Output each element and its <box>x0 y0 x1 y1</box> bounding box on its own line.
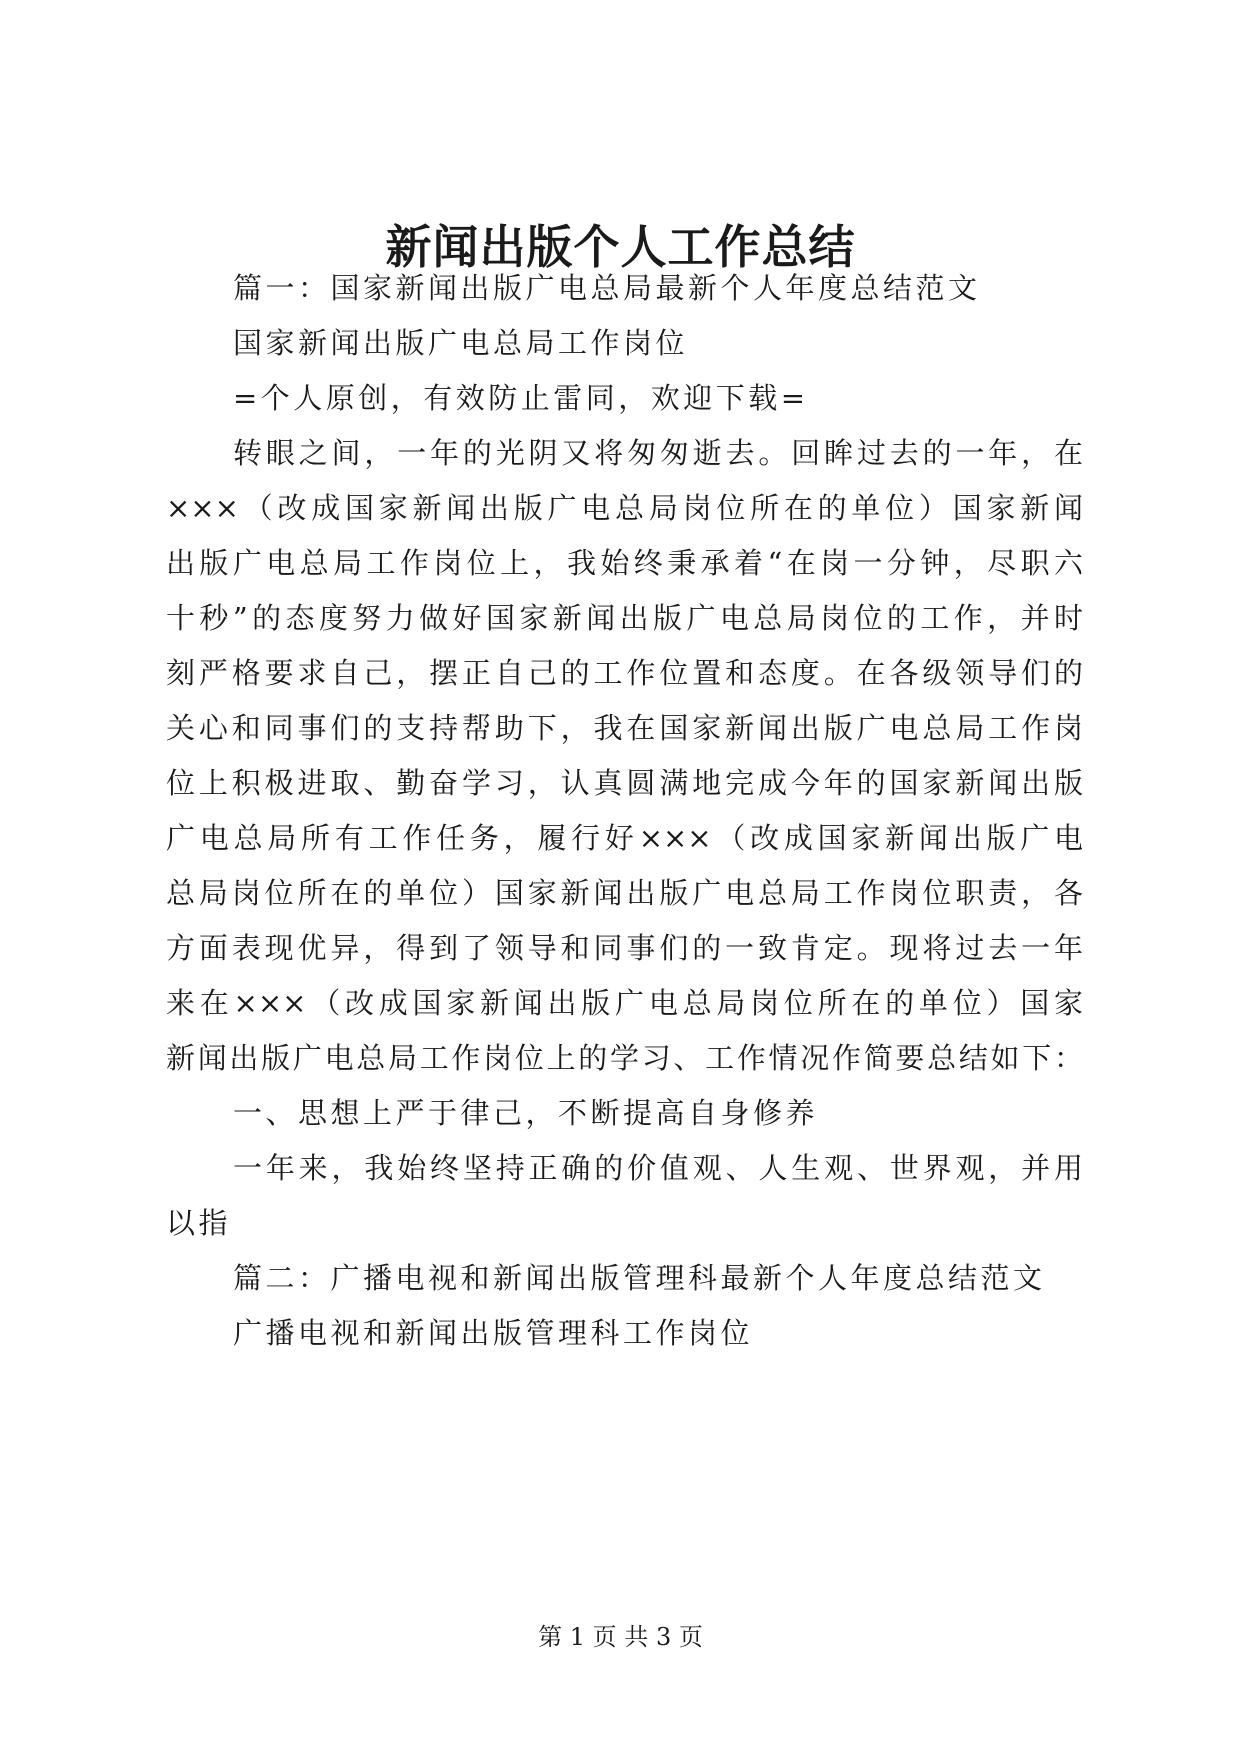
paragraph: =个人原创，有效防止雷同，欢迎下载= <box>233 381 809 415</box>
paragraph-line: 位上积极进取、勤奋学习，认真圆满地完成今年的国家新闻出版 <box>166 766 1083 800</box>
paragraph-line: 转眼之间，一年的光阴又将匆匆逝去。回眸过去的一年，在 <box>233 436 1083 470</box>
document-title: 新闻出版个人工作总结 <box>385 220 856 274</box>
paragraph-line: 一年来，我始终坚持正确的价值观、人生观、世界观，并用 <box>233 1151 1083 1185</box>
section-heading: 一、思想上严于律己，不断提高自身修养 <box>233 1096 819 1130</box>
page-footer: 第 1 页 共 3 页 <box>538 1623 703 1651</box>
paragraph-line: 关心和同事们的支持帮助下，我在国家新闻出版广电总局工作岗 <box>166 711 1083 745</box>
paragraph-line: 广电总局所有工作任务，履行好×××（改成国家新闻出版广电 <box>166 821 1083 855</box>
paragraph-line: 刻严格要求自己，摆正自己的工作位置和态度。在各级领导们的 <box>166 656 1083 690</box>
paragraph-line: 总局岗位所在的单位）国家新闻出版广电总局工作岗位职责，各 <box>166 876 1083 910</box>
paragraph-line: 新闻出版广电总局工作岗位上的学习、工作情况作简要总结如下： <box>166 1041 1083 1075</box>
paragraph-line: 以指 <box>166 1206 232 1240</box>
paragraph-line: 出版广电总局工作岗位上，我始终秉承着“在岗一分钟，尽职六 <box>166 546 1083 580</box>
paragraph-line: 来在×××（改成国家新闻出版广电总局岗位所在的单位）国家 <box>166 986 1083 1020</box>
section-heading: 篇一：国家新闻出版广电总局最新个人年度总结范文 <box>233 271 981 305</box>
paragraph: 广播电视和新闻出版管理科工作岗位 <box>233 1316 754 1350</box>
paragraph: 国家新闻出版广电总局工作岗位 <box>233 326 689 360</box>
paragraph-line: 十秒”的态度努力做好国家新闻出版广电总局岗位的工作，并时 <box>166 601 1083 635</box>
section-heading: 篇二：广播电视和新闻出版管理科最新个人年度总结范文 <box>233 1261 1046 1295</box>
paragraph-line: ×××（改成国家新闻出版广电总局岗位所在的单位）国家新闻 <box>166 491 1083 525</box>
paragraph-line: 方面表现优异，得到了领导和同事们的一致肯定。现将过去一年 <box>166 931 1083 965</box>
